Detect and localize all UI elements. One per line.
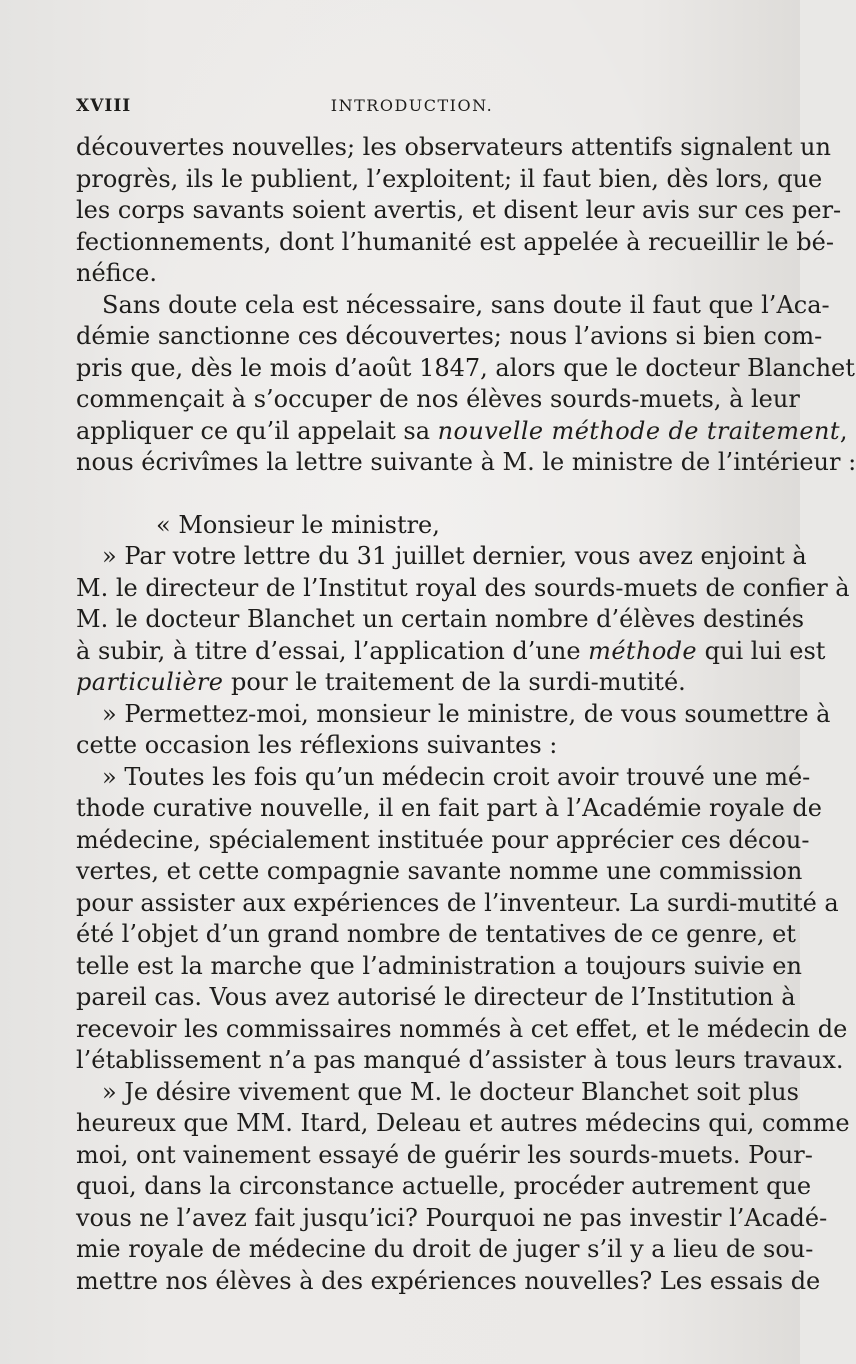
- text-line: fectionnements, dont l’humanité est appelée à recueillir le bé-: [76, 227, 834, 256]
- body-text: [76, 132, 856, 1297]
- text-line: vous ne l’avez fait jusqu’ici? Pourquoi ne pas investir l’Acadé-: [76, 1203, 828, 1232]
- text-line: nous écrivîmes la lettre suivante à M. le ministre de l’intérieur :: [76, 448, 856, 476]
- text-line: heureux que MM. Itard, Deleau et autres médecins qui, comme: [76, 1109, 850, 1137]
- text-line: M. le docteur Blanchet un certain nombre d’élèves destinés: [76, 605, 805, 633]
- text-line: mettre nos élèves à des expériences nouvelles? Les essais de: [76, 1266, 821, 1295]
- italic-phrase: nouvelle méthode de traitement: [437, 416, 840, 445]
- running-head: [76, 96, 748, 122]
- text-line: vertes, et cette compagnie savante nomme une commission: [76, 857, 803, 885]
- text-line: telle est la marche que l’administration a toujours suivie en: [76, 951, 802, 980]
- text-line: progrès, ils le publient, l’exploitent; il faut bien, dès lors, que: [76, 164, 823, 193]
- text-line: quoi, dans la circonstance actuelle, procéder autrement que: [76, 1172, 812, 1200]
- text-line: moi, ont vainement essayé de guérir les sourds-muets. Pour-: [76, 1140, 813, 1169]
- text-run: appliquer ce qu’il appelait sa: [76, 416, 438, 445]
- running-title: INTRODUCTION.: [330, 96, 494, 115]
- text-line: les corps savants soient avertis, et disent leur avis sur ces per-: [76, 196, 842, 224]
- text-line: démie sanctionne ces découvertes; nous l’avions si bien com-: [76, 322, 823, 350]
- text-line: [76, 416, 848, 448]
- italic-phrase: méthode: [588, 636, 698, 665]
- text-line: [76, 636, 826, 668]
- text-line: médecine, spécialement instituée pour apprécier ces décou-: [76, 825, 810, 854]
- text-run: à subir, à titre d’essai, l’application d’une: [76, 636, 589, 665]
- text-run: pour le traitement de la surdi-mutité.: [223, 668, 686, 696]
- text-line: pour assister aux expériences de l’inventeur. La surdi-mutité a: [76, 888, 839, 917]
- text-line: [76, 667, 748, 699]
- page-number: XVIII: [76, 96, 132, 116]
- text-line: M. le directeur de l’Institut royal des sourds-muets de confier à: [76, 573, 850, 602]
- text-line: découvertes nouvelles; les observateurs attentifs signalent un: [76, 133, 831, 161]
- text-line: cette occasion les réflexions suivantes :: [76, 731, 558, 759]
- text-line: mie royale de médecine du droit de juger s’il y a lieu de sou-: [76, 1235, 814, 1263]
- text-line: » Je désire vivement que M. le docteur Blanchet soit plus: [102, 1077, 799, 1106]
- text-line: recevoir les commissaires nommés à cet effet, et le médecin de: [76, 1014, 848, 1043]
- italic-phrase: particulière: [76, 668, 224, 696]
- text-line: été l’objet d’un grand nombre de tentatives de ce genre, et: [76, 920, 796, 948]
- text-line: pris que, dès le mois d’août 1847, alors que le docteur Blanchet: [76, 353, 855, 382]
- text-run: ,: [839, 416, 848, 445]
- text-line: thode curative nouvelle, il en fait part à l’Académie royale de: [76, 794, 822, 822]
- text-line: commençait à s’occuper de nos élèves sourds-muets, à leur: [76, 385, 800, 413]
- text-line: » Par votre lettre du 31 juillet dernier, vous avez enjoint à: [102, 542, 807, 570]
- text-line: l’établissement n’a pas manqué d’assister à tous leurs travaux.: [76, 1046, 844, 1074]
- text-line: néfice.: [76, 259, 157, 287]
- text-line: » Permettez-moi, monsieur le ministre, de vous soumettre à: [102, 699, 831, 728]
- text-line: Sans doute cela est nécessaire, sans doute il faut que l’Aca-: [102, 290, 830, 319]
- paragraph-gap: [76, 479, 748, 510]
- text-line: » Toutes les fois qu’un médecin croit avoir trouvé une mé-: [102, 762, 811, 791]
- salutation-line: « Monsieur le ministre,: [156, 510, 440, 539]
- text-run: qui lui est: [697, 636, 826, 665]
- text-line: pareil cas. Vous avez autorisé le directeur de l’Institution à: [76, 983, 796, 1011]
